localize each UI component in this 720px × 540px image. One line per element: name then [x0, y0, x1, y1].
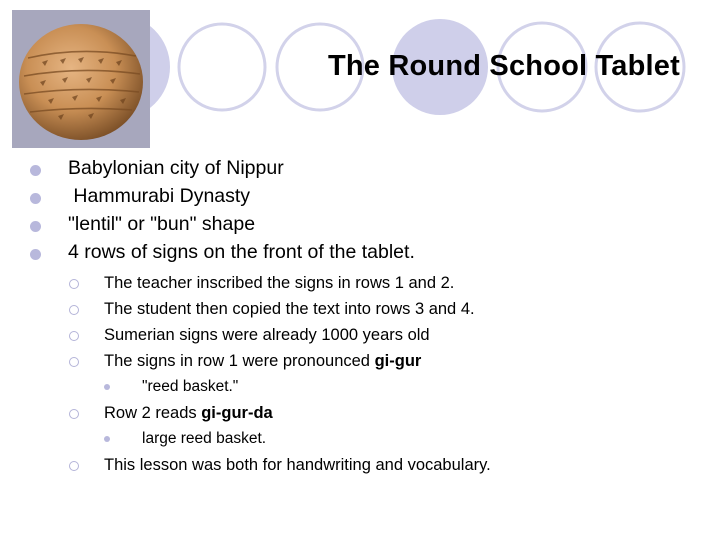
sub-sub-bullet-item: large reed basket. — [104, 426, 690, 452]
bullet-dot-icon — [30, 193, 41, 204]
clay-tablet-image — [12, 10, 150, 148]
sub-sub-bullet-list — [104, 374, 690, 400]
sub-bullet-item: The teacher inscribed the signs in rows 1 and 2. — [68, 270, 690, 296]
sub-bullet-item: This lesson was both for handwriting and vocabulary. — [68, 452, 690, 478]
bullet-item: Babylonian city of Nippur — [30, 154, 690, 182]
slide-title: The Round School Tablet — [327, 50, 680, 82]
sub-sub-bullet-item: "reed basket." — [104, 374, 690, 400]
sub-sub-bullet-list — [104, 426, 690, 452]
ring-bullet-icon — [69, 305, 79, 315]
ring-bullet-icon — [69, 461, 79, 471]
ring-bullet-icon — [69, 357, 79, 367]
bullet-item: Hammurabi Dynasty — [30, 182, 690, 210]
sub-bullet-list — [68, 270, 690, 478]
sub-bullet-item: The student then copied the text into rows 3 and 4. — [68, 296, 690, 322]
term-gi-gur: gi-gur — [374, 352, 422, 370]
bullet-dot-icon — [30, 165, 41, 176]
bullet-dot-icon — [30, 221, 41, 232]
bullet-dot-icon — [104, 384, 110, 390]
term-gi-gur-da: gi-gur-da — [201, 404, 273, 422]
ring-bullet-icon — [69, 279, 79, 289]
ring-bullet-icon — [69, 331, 79, 341]
sub-bullet-item: The signs in row 1 were pronounced gi-gur "reed basket." — [68, 348, 690, 400]
sub-bullet-item: Row 2 reads gi-gur-da large reed basket. — [68, 400, 690, 452]
sub-bullet-item: Sumerian signs were already 1000 years old — [68, 322, 690, 348]
bullet-item: 4 rows of signs on the front of the tablet. The teacher inscribed the signs in rows 1 and 2. The student then copied the text into rows 3 and 4. Sumerian signs were already 1000 years old The signs in row 1 were pronounced gi-gur "reed basket." Row 2 reads gi-gur-da large reed basket. This lesson was both for handwriting and vocabulary. — [30, 238, 690, 478]
main-bullet-list — [30, 154, 690, 478]
bullet-dot-icon — [104, 436, 110, 442]
ring-bullet-icon — [69, 409, 79, 419]
bullet-dot-icon — [30, 249, 41, 260]
bullet-item: "lentil" or "bun" shape — [30, 210, 690, 238]
